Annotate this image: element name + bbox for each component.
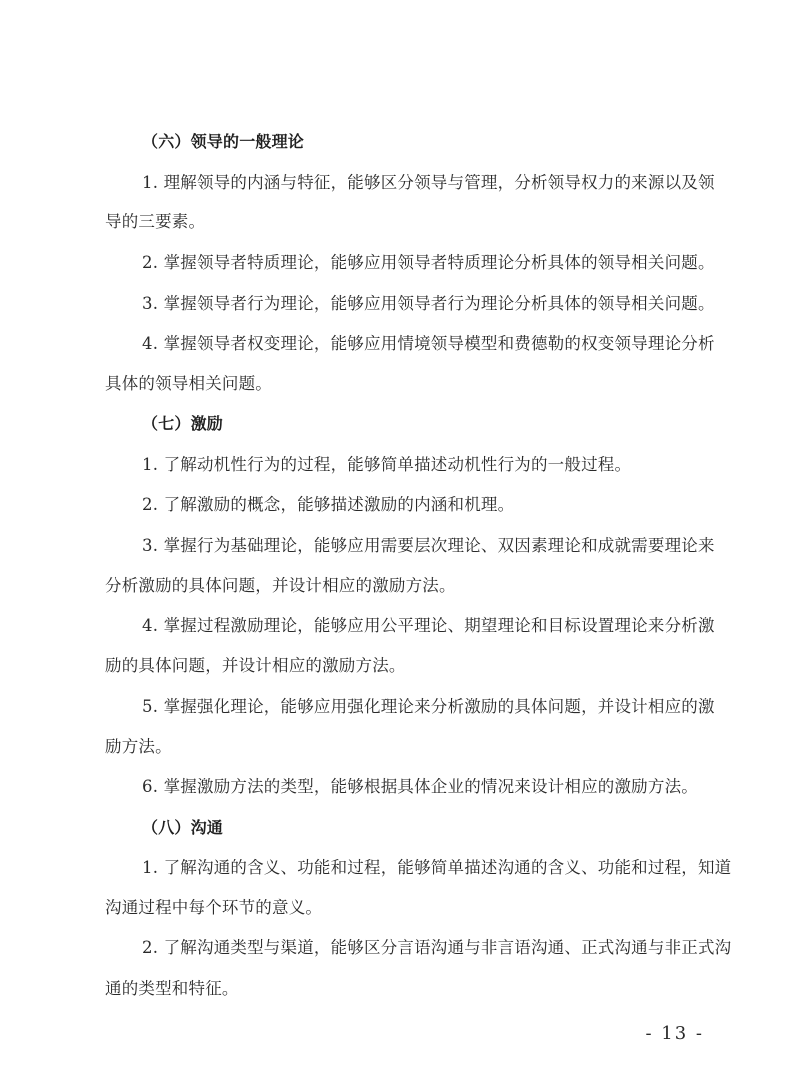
- section-heading-communication: （八）沟通: [142, 818, 224, 837]
- communication-item-2-line-2: 通的类型和特征。: [105, 979, 239, 998]
- communication-item-1-line-1: 1. 了解沟通的含义、功能和过程，能够简单描述沟通的含义、功能和过程，知道: [142, 858, 732, 877]
- leadership-item-2: 2. 掌握领导者特质理论，能够应用领导者特质理论分析具体的领导相关问题。: [142, 253, 715, 272]
- motivation-item-5-line-2: 励方法。: [105, 737, 172, 756]
- motivation-item-6: 6. 掌握激励方法的类型，能够根据具体企业的情况来设计相应的激励方法。: [142, 777, 698, 796]
- leadership-item-4-line-2: 具体的领导相关问题。: [105, 374, 272, 393]
- motivation-item-2: 2. 了解激励的概念，能够描述激励的内涵和机理。: [142, 495, 515, 514]
- leadership-item-4-line-1: 4. 掌握领导者权变理论，能够应用情境领导模型和费德勒的权变领导理论分析: [142, 334, 715, 353]
- communication-item-1-line-2: 沟通过程中每个环节的意义。: [105, 898, 323, 917]
- motivation-item-1: 1. 了解动机性行为的过程，能够简单描述动机性行为的一般过程。: [142, 455, 632, 474]
- leadership-item-1-line-1: 1. 理解领导的内涵与特征，能够区分领导与管理，分析领导权力的来源以及领: [142, 173, 715, 192]
- motivation-item-4-line-1: 4. 掌握过程激励理论，能够应用公平理论、期望理论和目标设置理论来分析激: [142, 616, 715, 635]
- motivation-item-3-line-2: 分析激励的具体问题，并设计相应的激励方法。: [105, 576, 456, 595]
- communication-item-2-line-1: 2. 了解沟通类型与渠道，能够区分言语沟通与非言语沟通、正式沟通与非正式沟: [142, 938, 732, 957]
- section-heading-motivation: （七）激励: [142, 414, 224, 433]
- leadership-item-1-line-2: 导的三要素。: [105, 212, 206, 231]
- page-number: - 13 -: [645, 1023, 704, 1044]
- motivation-item-5-line-1: 5. 掌握强化理论，能够应用强化理论来分析激励的具体问题，并设计相应的激: [142, 697, 715, 716]
- section-heading-leadership: （六）领导的一般理论: [142, 132, 305, 151]
- motivation-item-4-line-2: 励的具体问题，并设计相应的激励方法。: [105, 656, 406, 675]
- leadership-item-3: 3. 掌握领导者行为理论，能够应用领导者行为理论分析具体的领导相关问题。: [142, 294, 715, 313]
- motivation-item-3-line-1: 3. 掌握行为基础理论，能够应用需要层次理论、双因素理论和成就需要理论来: [142, 536, 715, 555]
